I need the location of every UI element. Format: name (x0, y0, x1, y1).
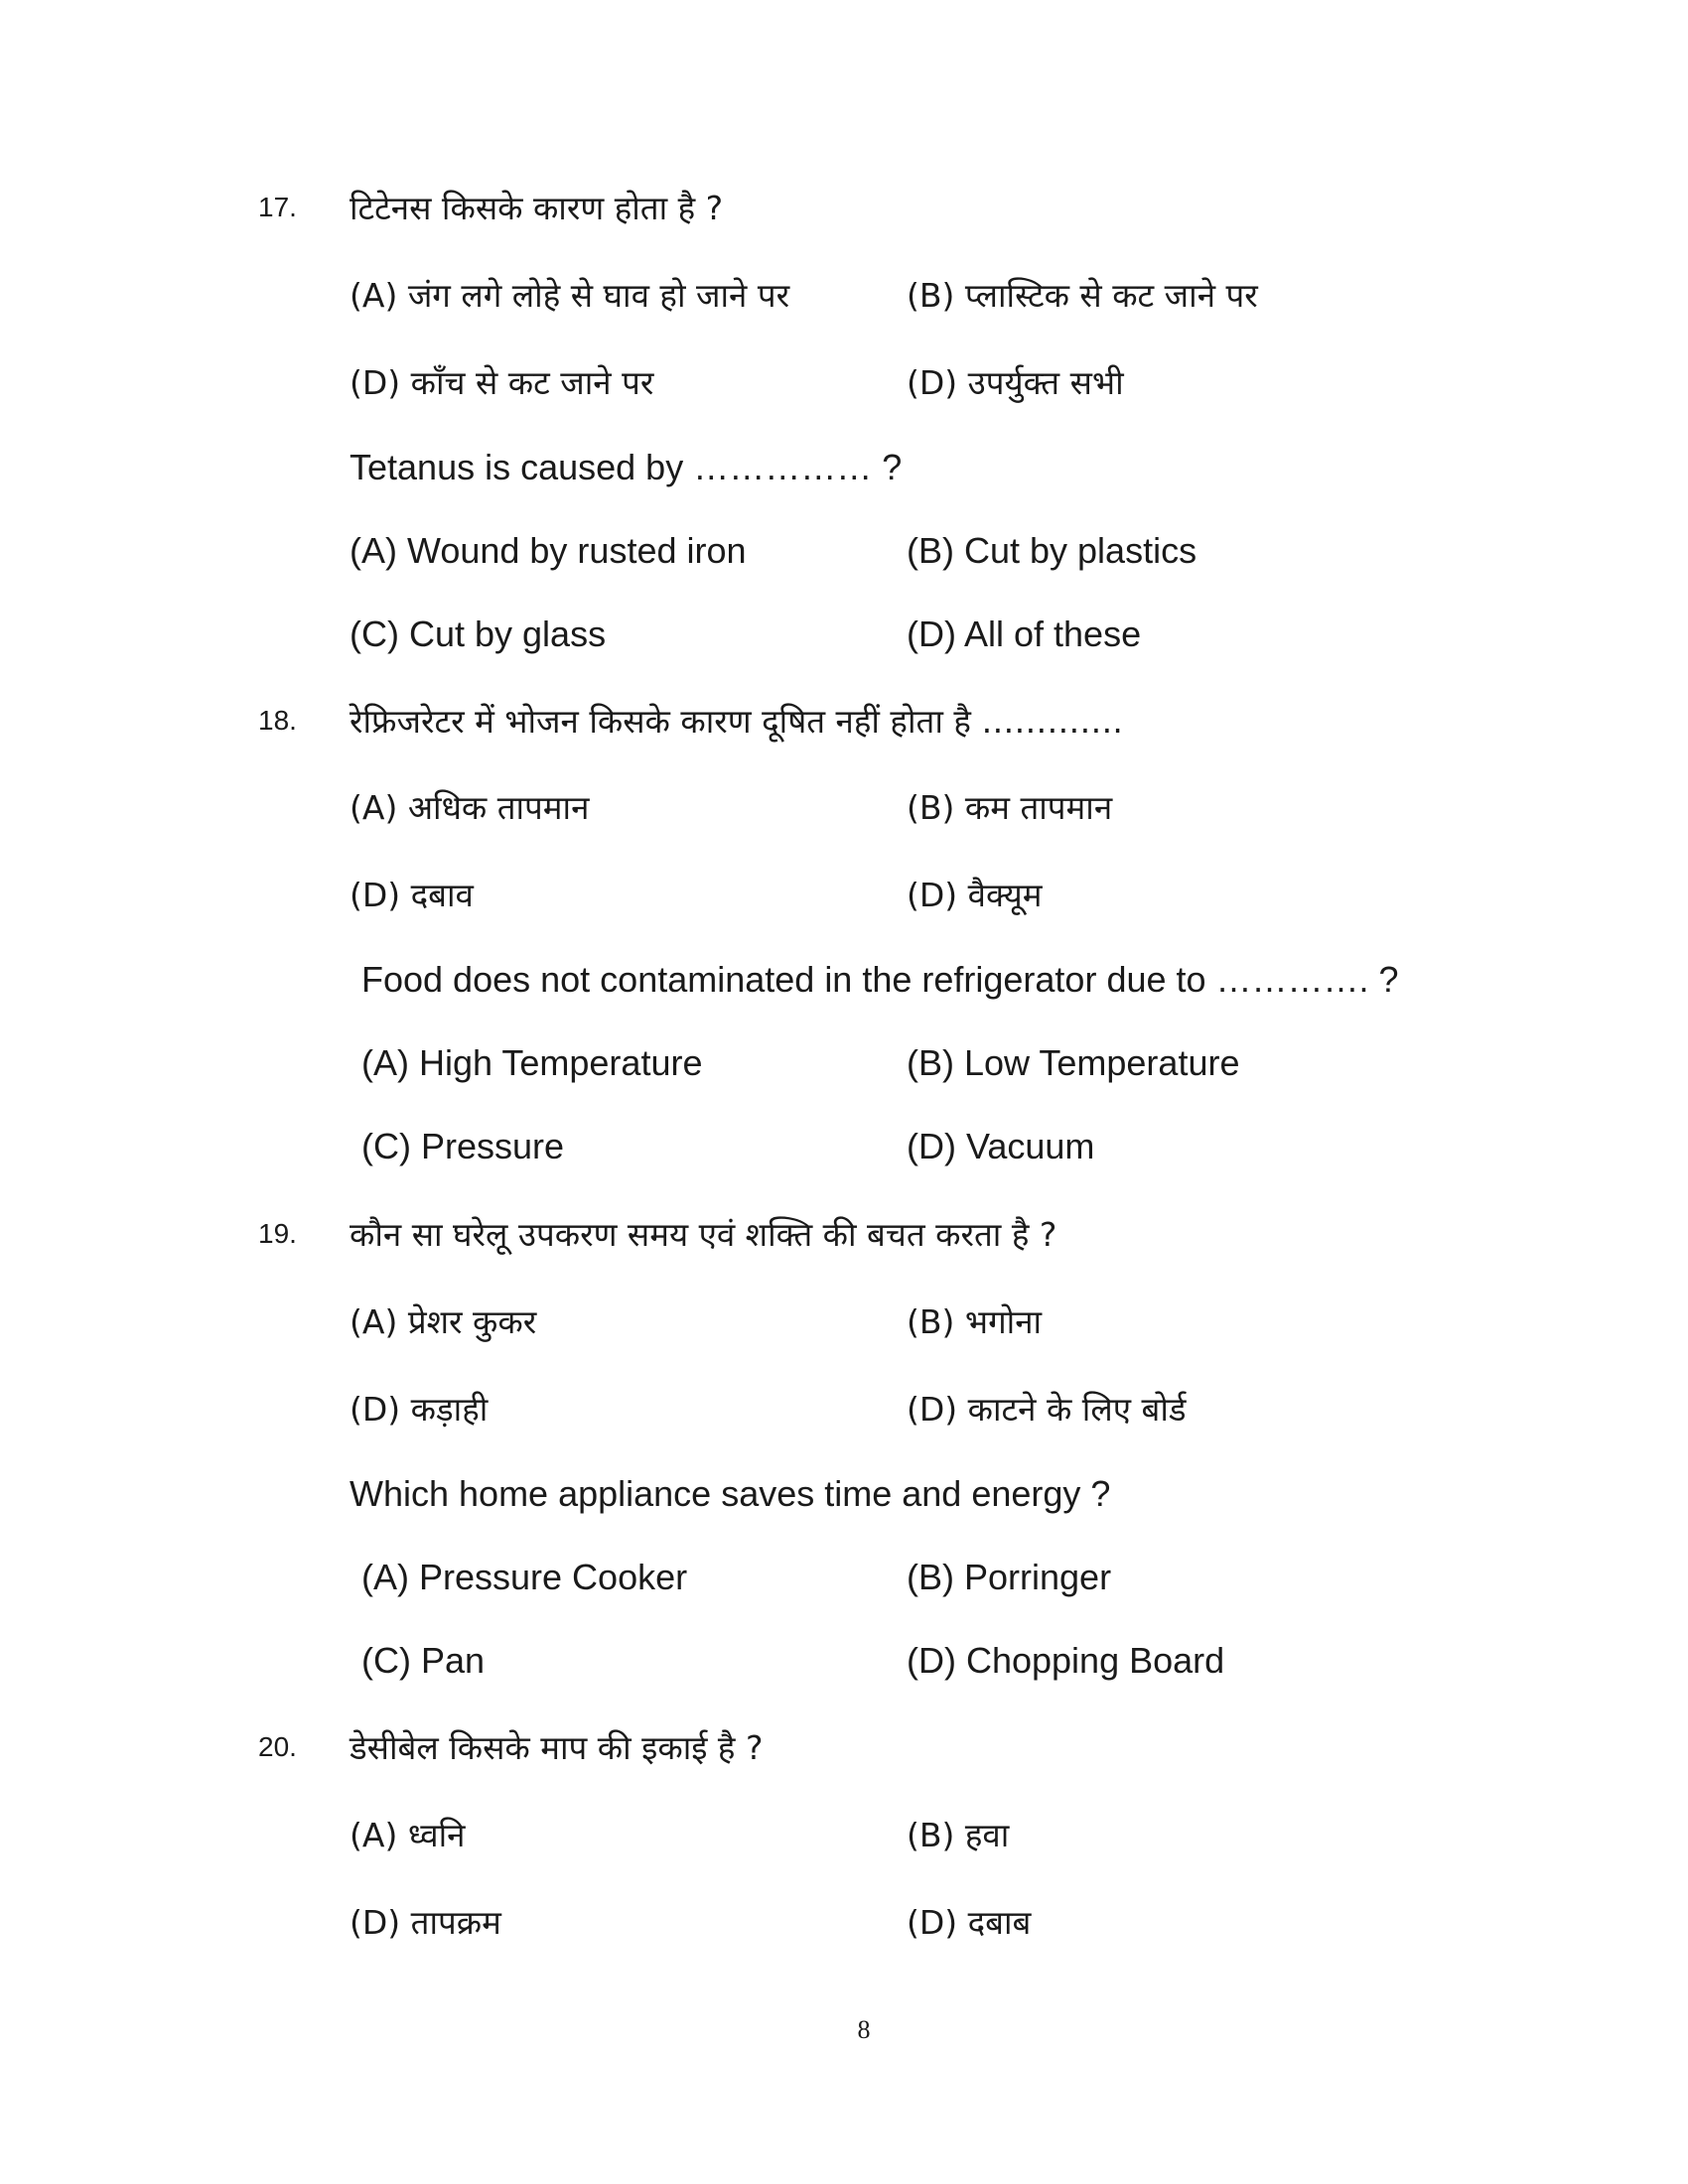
english-question-text: Tetanus is caused by …………… ? (350, 447, 903, 487)
hindi-option-a: (A) प्रेशर कुकर (350, 1302, 537, 1341)
english-option-a: (A) Wound by rusted iron (350, 530, 747, 571)
hindi-option-b: (B) हवा (907, 1816, 1010, 1854)
english-option-d: (D) Chopping Board (907, 1640, 1225, 1681)
hindi-option-a: (A) ध्वनि (350, 1816, 466, 1854)
hindi-option-c: (D) कड़ाही (350, 1390, 489, 1429)
english-option-a: (A) Pressure Cooker (361, 1557, 688, 1597)
english-option-b: (B) Low Temperature (907, 1042, 1240, 1083)
hindi-option-a: (A) जंग लगे लोहे से घाव हो जाने पर (350, 276, 790, 315)
page-number: 8 (857, 2015, 871, 2044)
hindi-option-c: (D) तापक्रम (350, 1903, 501, 1942)
english-option-c: (C) Pressure (361, 1126, 565, 1166)
english-question-text: Food does not contaminated in the refrigerator due to …………. ? (361, 959, 1399, 1000)
hindi-option-c: (D) काँच से कट जाने पर (350, 363, 654, 402)
hindi-question-text: रेफ्रिजरेटर में भोजन किसके कारण दूषित नहीं होता है …………. (350, 702, 1123, 741)
hindi-option-b: (B) भगोना (907, 1302, 1043, 1341)
english-option-b: (B) Porringer (907, 1557, 1112, 1597)
hindi-option-b: (B) कम तापमान (907, 788, 1113, 827)
hindi-option-d: (D) काटने के लिए बोर्ड (907, 1390, 1187, 1429)
english-option-c: (C) Cut by glass (350, 614, 607, 654)
hindi-option-a: (A) अधिक तापमान (350, 788, 590, 827)
english-option-b: (B) Cut by plastics (907, 530, 1197, 571)
english-question-text: Which home appliance saves time and energy ? (350, 1473, 1111, 1514)
english-option-a: (A) High Temperature (361, 1042, 703, 1083)
hindi-question-text: कौन सा घरेलू उपकरण समय एवं शक्ति की बचत करता है ? (350, 1215, 1057, 1254)
question-number: 20. (258, 1731, 297, 1762)
question-number: 17. (258, 192, 297, 222)
question-number: 19. (258, 1218, 297, 1249)
english-option-d: (D) Vacuum (907, 1126, 1095, 1166)
question-number: 18. (258, 705, 297, 736)
english-option-c: (C) Pan (361, 1640, 486, 1681)
hindi-option-d: (D) उपर्युक्त सभी (907, 363, 1124, 402)
hindi-option-d: (D) वैक्यूम (907, 876, 1043, 914)
hindi-option-c: (D) दबाव (350, 876, 474, 914)
hindi-question-text: टिटेनस किसके कारण होता है ? (350, 189, 724, 227)
hindi-option-b: (B) प्लास्टिक से कट जाने पर (907, 276, 1258, 315)
english-option-d: (D) All of these (907, 614, 1142, 654)
hindi-question-text: डेसीबेल किसके माप की इकाई है ? (350, 1728, 764, 1767)
hindi-option-d: (D) दबाब (907, 1903, 1032, 1942)
